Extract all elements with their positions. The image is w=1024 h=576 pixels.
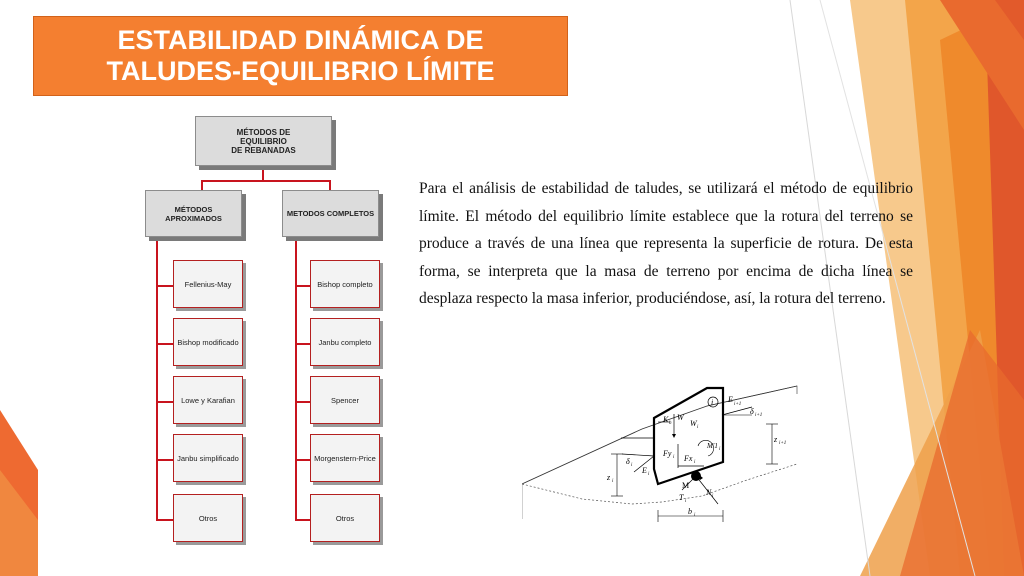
approx-method-item: Lowe y Karafian: [173, 376, 243, 424]
connector: [156, 237, 158, 521]
label-Kh-sub: h: [669, 421, 672, 426]
connector: [295, 519, 310, 521]
title-box: [33, 16, 568, 96]
label-delta-i1: δ: [750, 407, 754, 416]
label-Fx: Fx: [684, 454, 693, 463]
label-z-i-sub: i: [612, 479, 614, 484]
label-Fy: Fy: [663, 449, 672, 458]
label-delta-i-sub: i: [631, 463, 633, 468]
connector: [201, 180, 203, 190]
label-E-i1: E: [728, 395, 733, 404]
label-N-i: N: [706, 488, 712, 497]
connector: [156, 519, 173, 521]
label-W-top: W: [677, 413, 684, 422]
label-delta-i: δ: [626, 457, 630, 466]
connector: [295, 237, 297, 521]
connector: [295, 285, 310, 287]
approx-methods-node: MÉTODOS APROXIMADOS: [145, 190, 242, 237]
label-b-i-sub: i: [694, 513, 696, 518]
slide-title: ESTABILIDAD DINÁMICA DE TALUDES-EQUILIBRIO LÍMITE: [106, 25, 495, 86]
label-E-i1-sub: i+1: [734, 402, 742, 407]
connector: [262, 165, 264, 181]
label-z-i: z: [607, 473, 611, 482]
label-b-i: b: [688, 507, 692, 516]
slice-forces-figure: [522, 384, 802, 524]
label-z-i1: z: [774, 435, 778, 444]
connector: [156, 343, 173, 345]
complete-method-item: Morgenstern-Price: [310, 434, 380, 482]
connector: [156, 285, 173, 287]
label-Wi-sub: i: [697, 425, 699, 430]
connector: [295, 343, 310, 345]
label-Fx-sub: i: [694, 460, 696, 465]
connector: [156, 459, 173, 461]
approx-method-item: Janbu simplificado: [173, 434, 243, 482]
approx-method-item: Fellenius-May: [173, 260, 243, 308]
connector: [295, 401, 310, 403]
label-M1: M'1: [707, 442, 718, 450]
connector: [329, 180, 331, 190]
connector: [156, 401, 173, 403]
label-E-i-sub: i: [648, 472, 650, 477]
label-Kh: K: [663, 415, 669, 424]
complete-method-item: Janbu completo: [310, 318, 380, 366]
approx-method-item: Bishop modificado: [173, 318, 243, 366]
slice-label: i: [711, 398, 714, 407]
complete-method-item: Otros: [310, 494, 380, 542]
complete-method-item: Bishop completo: [310, 260, 380, 308]
label-E-i: E: [642, 466, 647, 475]
label-delta-i1-sub: i+1: [755, 413, 763, 418]
label-Wi: W: [690, 419, 697, 428]
connector: [295, 459, 310, 461]
label-M: M: [682, 481, 690, 490]
label-T-i-sub: i: [685, 499, 687, 504]
complete-method-item: Spencer: [310, 376, 380, 424]
complete-methods-node: METODOS COMPLETOS: [282, 190, 379, 237]
label-T-i: T: [679, 493, 684, 502]
label-Fy-sub: i: [673, 455, 675, 460]
connector: [201, 180, 331, 182]
label-z-i1-sub: i+1: [779, 441, 787, 446]
body-paragraph: Para el análisis de estabilidad de taludes, se utilizará el método de equilibrio límite. El método del equilibrio límite establece que la rotura del terreno se produce a través de una línea que representa la superficie de rotura. De esta forma, se interpreta que la masa de terreno por encima de dicha línea se desplaza respecto la masa inferior, produciéndose, así, la rotura del terreno.: [419, 180, 913, 307]
approx-method-item: Otros: [173, 494, 243, 542]
label-N-i-sub: i: [712, 494, 714, 499]
label-M1-sub: i: [719, 447, 721, 452]
root-node: MÉTODOS DE EQUILIBRIO DE REBANADAS: [195, 116, 332, 166]
